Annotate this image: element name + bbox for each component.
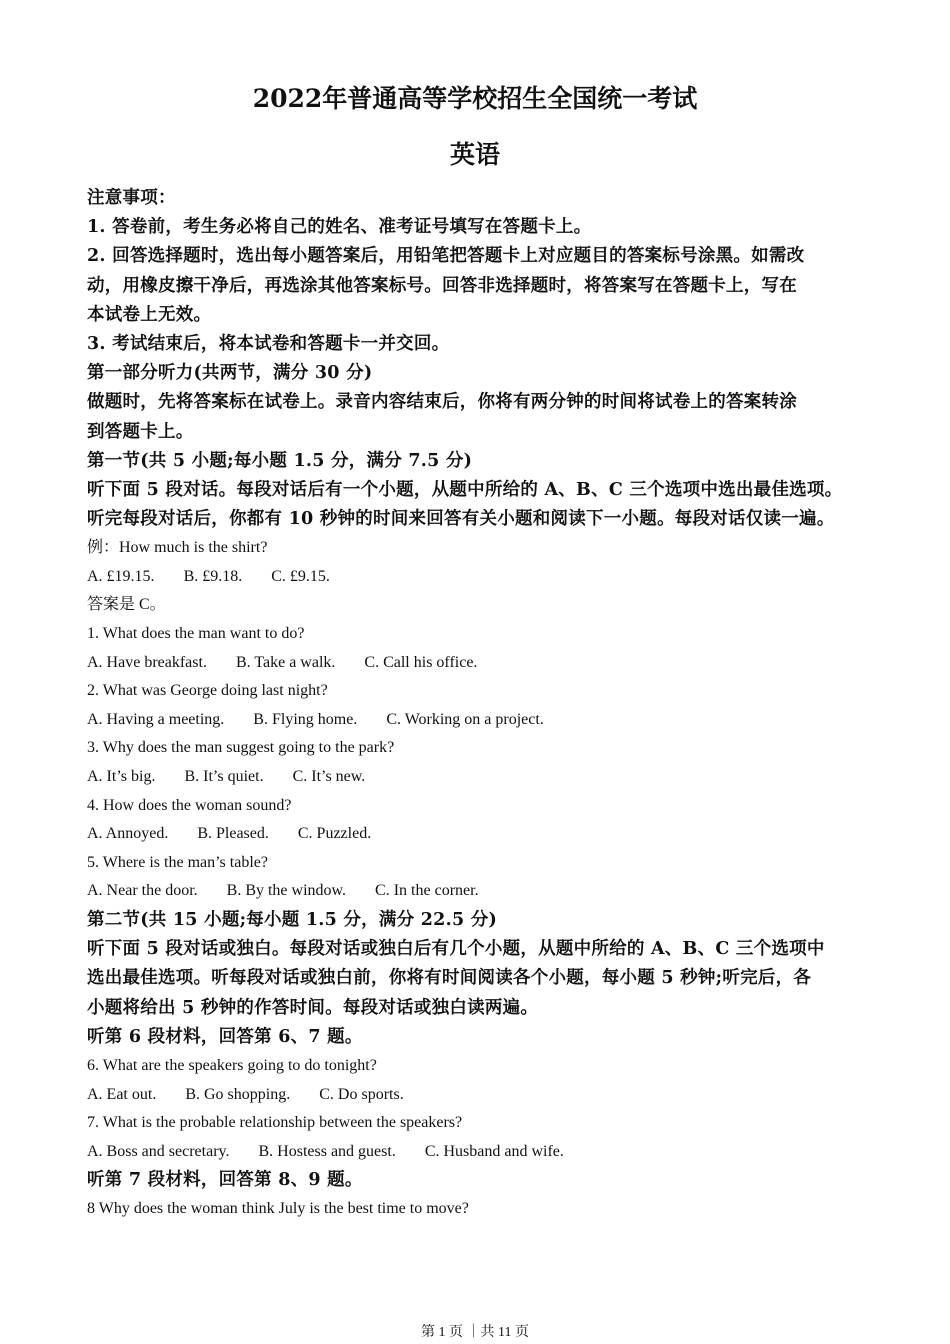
- question-1-option-b: B. Take a walk.: [235, 653, 336, 671]
- question-3-option-b: B. It’s quiet.: [184, 768, 264, 785]
- question-1-option-a: A. Have breakfast.: [87, 653, 207, 671]
- question-4-options: [87, 820, 887, 849]
- notice-item-2-line-2: 动，用橡皮擦干净后，再选涂其他答案标号。回答非选择题时，将答案写在答题卡上，写在: [87, 275, 797, 296]
- exam-subject: 英语: [449, 140, 500, 169]
- question-7-option-b: B. Hostess and guest.: [258, 1142, 396, 1160]
- question-7-option-a: A. Boss and secretary.: [87, 1142, 230, 1160]
- question-5-option-a: A. Near the door.: [87, 882, 198, 900]
- page-footer: 第 1 页 ｜共 11 页: [421, 1325, 529, 1340]
- exam-title: 2022年普通高等学校招生全国统一考试: [252, 84, 698, 113]
- notice-item-2-line-1: 2. 回答选择题时，选出每小题答案后，用铅笔把答题卡上对应题目的答案标号涂黑。如需改: [87, 246, 805, 267]
- question-2: 2. What was George doing last night?: [87, 682, 328, 700]
- question-3-options: [87, 763, 887, 792]
- question-1-options: [87, 649, 887, 678]
- section2-instructions-line-2: 选出最佳选项。听每段对话或独白前，你将有时间阅读各个小题，每小题 5 秒钟;听完后，各: [87, 968, 812, 989]
- question-3: 3. Why does the man suggest going to the park?: [87, 739, 395, 757]
- question-7-options: [87, 1138, 887, 1167]
- section1-instructions-line-2: 听完每段对话后，你都有 10 秒钟的时间来回答有关小题和阅读下一小题。每段对话仅读一遍。: [87, 509, 835, 530]
- question-1-option-c: C. Call his office.: [364, 653, 478, 671]
- example-option-b: B. £9.18.: [183, 567, 243, 585]
- part1-instructions-line-2: 到答题卡上。: [87, 421, 194, 442]
- question-7: 7. What is the probable relationship between the speakers?: [87, 1114, 463, 1132]
- section1-instructions-line-1: 听下面 5 段对话。每段对话后有一个小题，从题中所给的 A、B、C 三个选项中选出最佳选项。: [87, 479, 843, 500]
- section2-heading: 第二节(共 15 小题;每小题 1.5 分，满分 22.5 分): [87, 909, 497, 930]
- question-2-option-a: A. Having a meeting.: [87, 710, 225, 728]
- question-4: 4. How does the woman sound?: [87, 796, 292, 814]
- question-8: 8 Why does the woman think July is the best time to move?: [87, 1200, 469, 1218]
- exam-body: [87, 184, 887, 1224]
- question-5: 5. Where is the man’s table?: [87, 853, 268, 871]
- question-5-option-b: B. By the window.: [226, 882, 347, 900]
- notice-item-1: 1. 答卷前，考生务必将自己的姓名、准考证号填写在答题卡上。: [87, 217, 592, 238]
- notice-heading: 注意事项：: [87, 188, 176, 208]
- question-2-option-b: B. Flying home.: [253, 710, 358, 728]
- question-5-options: [87, 877, 887, 906]
- example-answer: 答案是 C。: [87, 596, 166, 614]
- section1-heading: 第一节(共 5 小题;每小题 1.5 分，满分 7.5 分): [87, 450, 473, 471]
- material-6-heading: 听第 6 段材料，回答第 6、7 题。: [87, 1026, 363, 1047]
- section2-instructions-line-1: 听下面 5 段对话或独白。每段对话或独白后有几个小题，从题中所给的 A、B、C 三个选项中: [87, 939, 825, 960]
- section2-instructions-line-3: 小题将给出 5 秒钟的作答时间。每段对话或独白读两遍。: [87, 997, 539, 1018]
- question-5-option-c: C. In the corner.: [375, 882, 479, 900]
- question-2-options: [87, 706, 887, 735]
- question-6-options: [87, 1081, 887, 1110]
- example-question: 例：How much is the shirt?: [87, 539, 268, 557]
- example-option-a: A. £19.15.: [87, 567, 155, 585]
- example-option-c: C. £9.15.: [271, 567, 330, 585]
- question-7-option-c: C. Husband and wife.: [424, 1142, 564, 1160]
- question-6-option-c: C. Do sports.: [319, 1085, 404, 1103]
- question-4-option-c: C. Puzzled.: [297, 825, 372, 843]
- question-6-option-a: A. Eat out.: [87, 1085, 157, 1103]
- question-3-option-a: A. It’s big.: [87, 768, 156, 785]
- part1-heading: 第一部分听力(共两节，满分 30 分): [87, 363, 373, 384]
- material-7-heading: 听第 7 段材料，回答第 8、9 题。: [87, 1170, 363, 1191]
- question-4-option-b: B. Pleased.: [197, 825, 269, 843]
- notice-item-3: 3. 考试结束后，将本试卷和答题卡一并交回。: [87, 333, 450, 354]
- part1-instructions-line-1: 做题时，先将答案标在试卷上。录音内容结束后，你将有两分钟的时间将试卷上的答案转涂: [87, 392, 797, 413]
- question-6: 6. What are the speakers going to do tonight?: [87, 1056, 377, 1074]
- question-1: 1. What does the man want to do?: [87, 625, 305, 643]
- example-options: [87, 563, 887, 592]
- notice-item-2-line-3: 本试卷上无效。: [87, 304, 212, 325]
- question-2-option-c: C. Working on a project.: [386, 710, 544, 728]
- question-6-option-b: B. Go shopping.: [185, 1085, 291, 1103]
- question-3-option-c: C. It’s new.: [292, 768, 366, 785]
- question-4-option-a: A. Annoyed.: [87, 825, 169, 843]
